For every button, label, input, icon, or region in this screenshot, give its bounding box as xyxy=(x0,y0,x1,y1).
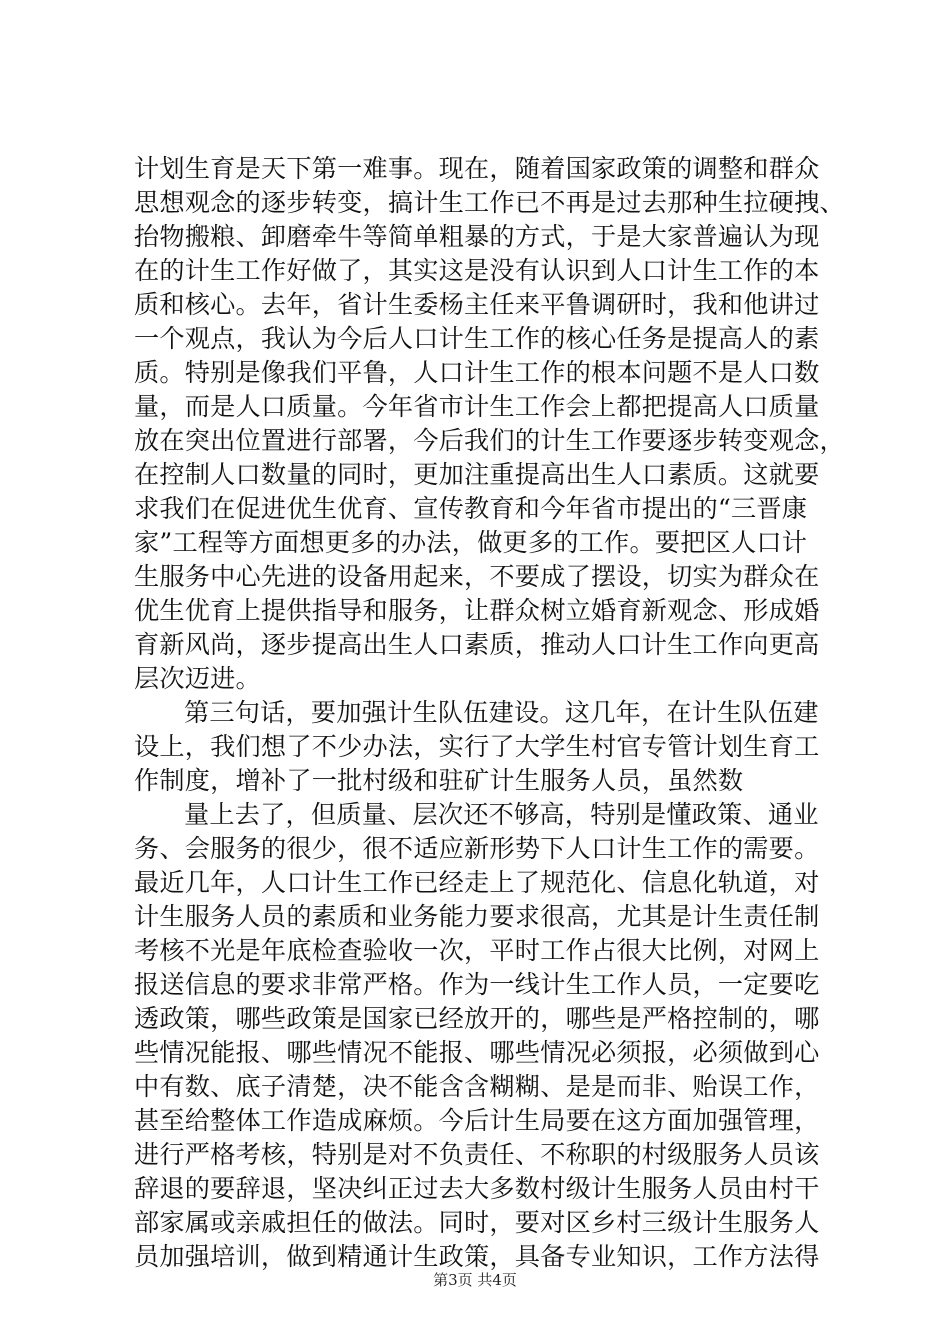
text-line: 些情况能报、哪些情况不能报、哪些情况必须报，必须做到心 xyxy=(134,1038,820,1067)
text-line: 思想观念的逐步转变，搞计生工作已不再是过去那种生拉硬拽、 xyxy=(134,188,845,217)
text-line: 层次迈进。 xyxy=(134,664,261,693)
text-line: 量，而是人口质量。今年省市计生工作会上都把提高人口质量 xyxy=(134,392,820,421)
text-line: 计划生育是天下第一难事。现在，随着国家政策的调整和群众 xyxy=(134,154,820,183)
text-line: 在控制人口数量的同时，更加注重提高出生人口素质。这就要 xyxy=(134,460,820,489)
text-line: 质和核心。去年，省计生委杨主任来平鲁调研时，我和他讲过 xyxy=(134,290,820,319)
text-line: 报送信息的要求非常严格。作为一线计生工作人员，一定要吃 xyxy=(134,970,820,999)
text-line: 在的计生工作好做了，其实这是没有认识到人口计生工作的本 xyxy=(134,256,820,285)
text-line: 部家属或亲戚担任的做法。同时，要对区乡村三级计生服务人 xyxy=(134,1208,820,1237)
text-line: 计生服务人员的素质和业务能力要求很高，尤其是计生责任制 xyxy=(134,902,820,931)
paragraph xyxy=(134,696,824,798)
text-line: 一个观点，我认为今后人口计生工作的核心任务是提高人的素 xyxy=(134,324,820,353)
text-line: 透政策，哪些政策是国家已经放开的，哪些是严格控制的，哪 xyxy=(134,1004,820,1033)
text-line: 甚至给整体工作造成麻烦。今后计生局要在这方面加强管理， xyxy=(134,1106,820,1135)
text-line: 辞退的要辞退，坚决纠正过去大多数村级计生服务人员由村干 xyxy=(134,1174,820,1203)
text-line: 抬物搬粮、卸磨牵牛等简单粗暴的方式，于是大家普遍认为现 xyxy=(134,222,820,251)
text-line: 优生优育上提供指导和服务，让群众树立婚育新观念、形成婚 xyxy=(134,596,820,625)
text-line: 中有数、底子清楚，决不能含含糊糊、是是而非、贻误工作， xyxy=(134,1072,820,1101)
text-line: 进行严格考核，特别是对不负责任、不称职的村级服务人员该 xyxy=(134,1140,820,1169)
page-footer: 第3页 共4页 xyxy=(433,1271,517,1289)
paragraph xyxy=(134,152,845,696)
text-line: 最近几年，人口计生工作已经走上了规范化、信息化轨道，对 xyxy=(134,868,820,897)
text-line: 育新风尚，逐步提高出生人口素质，推动人口计生工作向更高 xyxy=(134,630,820,659)
text-line: 生服务中心先进的设备用起来，不要成了摆设，切实为群众在 xyxy=(134,562,820,591)
text-line: 第三句话，要加强计生队伍建设。这几年，在计生队伍建 xyxy=(184,698,819,727)
text-line: 放在突出位置进行部署，今后我们的计生工作要逐步转变观念， xyxy=(134,426,845,455)
text-line: 求我们在促进优生优育、宣传教育和今年省市提出的“三晋康 xyxy=(134,494,808,523)
text-line: 考核不光是年底检查验收一次，平时工作占很大比例，对网上 xyxy=(134,936,820,965)
text-line: 员加强培训，做到精通计生政策，具备专业知识，工作方法得 xyxy=(134,1242,820,1271)
text-line: 务、会服务的很少，很不适应新形势下人口计生工作的需要。 xyxy=(134,834,820,863)
paragraph xyxy=(134,798,824,1274)
text-line: 质。特别是像我们平鲁，人口计生工作的根本问题不是人口数 xyxy=(134,358,820,387)
text-line: 设上，我们想了不少办法，实行了大学生村官专管计划生育工 xyxy=(134,732,820,761)
text-line: 量上去了，但质量、层次还不够高，特别是懂政策、通业 xyxy=(184,800,819,829)
text-line: 作制度，增补了一批村级和驻矿计生服务人员，虽然数 xyxy=(134,766,744,795)
text-line: 家”工程等方面想更多的办法，做更多的工作。要把区人口计 xyxy=(134,528,808,557)
document-body xyxy=(134,152,845,1274)
